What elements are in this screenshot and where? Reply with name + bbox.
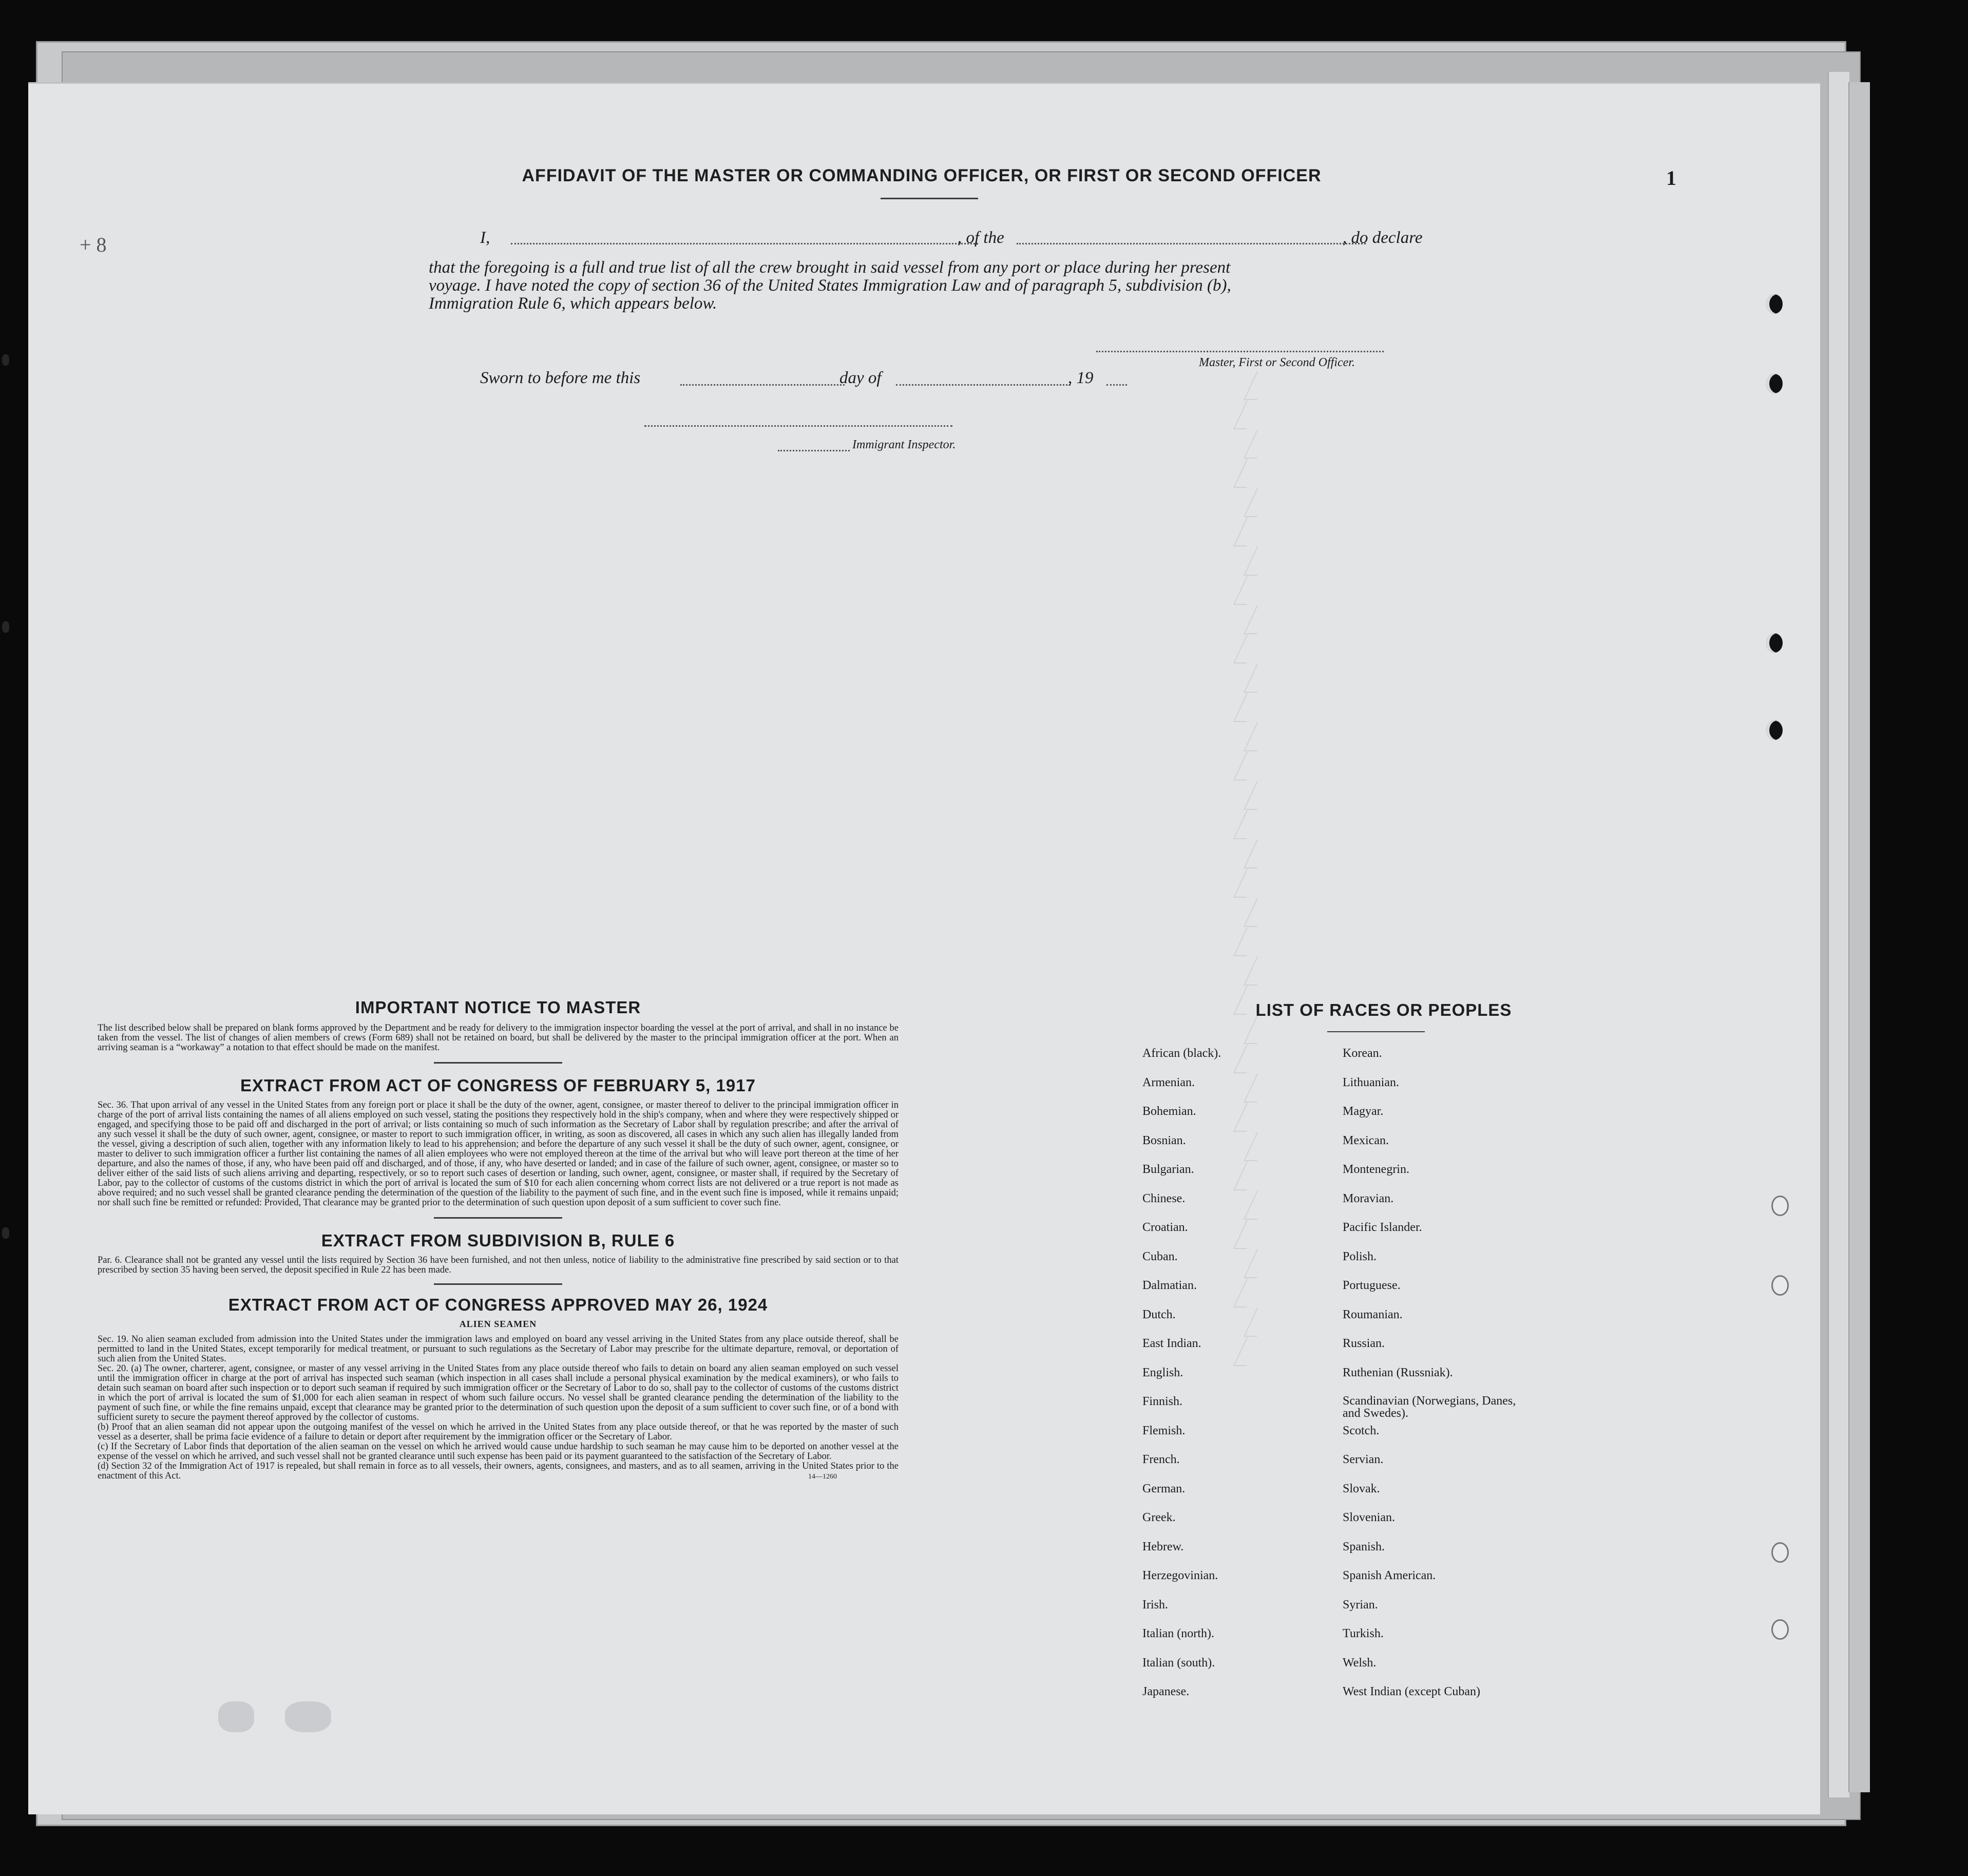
- page-edge-2: [1848, 82, 1870, 1792]
- race-item: Greek.: [1142, 1511, 1176, 1524]
- rule6-rule: [434, 1283, 562, 1285]
- pencil-tick: [1244, 664, 1270, 693]
- race-item: Chinese.: [1142, 1191, 1186, 1205]
- vessel-blank[interactable]: [1017, 243, 1366, 244]
- race-item: Montenegrin.: [1343, 1163, 1409, 1176]
- pencil-tick: [1233, 1103, 1260, 1132]
- race-item: West Indian (except Cuban): [1343, 1685, 1480, 1698]
- pencil-tick: [1233, 635, 1260, 664]
- pencil-tick: [1233, 576, 1260, 605]
- race-item: Flemish.: [1142, 1424, 1186, 1437]
- affidavit-line-2: that the foregoing is a full and true list of all the crew brought in said vessel from any port or place during her present: [429, 258, 1231, 277]
- pencil-tick: [1244, 547, 1270, 576]
- ring-hole: [1771, 1542, 1789, 1563]
- inspector-label: Immigrant Inspector.: [852, 438, 956, 451]
- race-item: Cuban.: [1142, 1249, 1178, 1263]
- form-number: 14—1260: [808, 1473, 837, 1481]
- pencil-tick: [1244, 957, 1270, 986]
- race-item: Bulgarian.: [1142, 1163, 1194, 1176]
- master-signature-label: Master, First or Second Officer.: [1199, 356, 1355, 369]
- race-item: Scotch.: [1343, 1424, 1380, 1437]
- races-title: LIST OF RACES OR PEOPLES: [1255, 1000, 1512, 1019]
- race-item: Spanish.: [1343, 1540, 1385, 1553]
- race-item: Russian.: [1343, 1337, 1385, 1350]
- pencil-tick: [1233, 1337, 1260, 1366]
- affidavit-i-label: I,: [480, 229, 490, 247]
- race-item: Scandinavian (Norwegians, Danes, and Swedes).: [1343, 1394, 1516, 1420]
- race-item: Spanish American.: [1343, 1569, 1436, 1582]
- pencil-tick: [1233, 810, 1260, 839]
- race-item: Dalmatian.: [1142, 1279, 1197, 1292]
- binder-dot: [2, 354, 9, 366]
- race-item: Welsh.: [1343, 1656, 1377, 1670]
- race-item: Dutch.: [1142, 1307, 1176, 1321]
- sworn-day-blank[interactable]: [680, 384, 845, 386]
- pencil-tick: [1244, 781, 1270, 810]
- punch-hole: [1766, 294, 1783, 314]
- page-edge: [1828, 72, 1849, 1797]
- pencil-tick: [1244, 605, 1270, 634]
- pencil-tick: [1244, 371, 1270, 400]
- inspector-prefix-line: [778, 450, 850, 451]
- race-item: Ruthenian (Russniak).: [1343, 1366, 1453, 1379]
- race-item: Servian.: [1343, 1453, 1384, 1466]
- race-item: Lithuanian.: [1343, 1075, 1399, 1089]
- race-item: Pacific Islander.: [1343, 1221, 1422, 1234]
- pencil-tick: [1244, 1132, 1270, 1161]
- affidavit-of-the: , of the: [958, 229, 1004, 247]
- extract-1917-text: Sec. 36. That upon arrival of any vessel in the United States from any foreign port or place it shall be the duty of the owner, agent, consignee, or master thereof to deliver to the principal immigration officer in charge of the port of arrival lists containing the names of all aliens employed on such vessel, stating the positions they respectively hold in the ship's company, when and where they were respectively shipped or engaged, and specifying those to be paid off and discharged in the port of arrival; or lists containing so much of such information as the Secretary of Labor shall by regulation prescribe; and after the arrival of any such vessel it shall be the duty of such owner, agent, consignee, or master to report to such immigration officer, in writing, as soon as discovered, all cases in which any such alien has illegally landed from the vessel, giving a description of such alien, together with any information likely to lead to his apprehension; and before the departure of any such vessel it shall be the duty of such owner, agent, consignee, or master to deliver to such immigration officer a further list containing the names of all alien employees who were not employed thereon at the time of the arrival but who will leave port thereon at the time of her departure, and also the names of those, if any, who have been paid off and discharged, and of those, if any, who have deserted or landed; and in case of the failure of such owner, agent, consignee, or master so to deliver either of the said lists of such aliens arriving and departing, respectively, or so to report such cases of desertion or landing, such owner, agent, consignee, or master shall, if required by the Secretary of Labor, pay to the collector of customs of the customs district in which the port of arrival is located the sum of $10 for each alien concerning whom correct lists are not delivered or a true report is not made as above required; and no such vessel shall be granted clearance pending the determination of the question of the liability to the payment of such fine, and in the event such fine is imposed, while it remains unpaid; nor shall such fine be remitted or refunded: Provided, That clearance may be granted prior to the determination of such question upon deposit of a sum sufficient to cover such fine.: [98, 1100, 899, 1208]
- race-item: Mexican.: [1343, 1133, 1389, 1147]
- sec20c-text: (c) If the Secretary of Labor finds that deportation of the alien seaman on the vessel on which he arrived would cause undue hardship to such seaman he may cause him to be deported on another vessel at the expense of the vessel on which he arrived, and such vessel shall not be granted clearance until such expense has been paid or its payment guaranteed to the satisfaction of the Secretary of Labor.: [98, 1442, 899, 1462]
- pencil-tick: [1233, 1279, 1260, 1307]
- affidavit-line-4: Immigration Rule 6, which appears below.: [429, 294, 717, 313]
- rule6-text: Par. 6. Clearance shall not be granted any vessel until the lists required by Section 36 have been furnished, and not then unless, notice of liability to the administrative fine prescribed by said section or to that prescribed by section 35 having been served, the deposit specified in Rule 22 has been made.: [98, 1255, 899, 1275]
- race-item: German.: [1142, 1482, 1186, 1495]
- race-item: Italian (south).: [1142, 1656, 1215, 1670]
- extract-1917-rule: [434, 1217, 562, 1219]
- pencil-tick: [1244, 1074, 1270, 1103]
- affidavit-do-declare: , do declare: [1343, 229, 1423, 247]
- alien-seamen-subtitle: ALIEN SEAMEN: [459, 1319, 537, 1329]
- punch-hole: [1766, 721, 1783, 740]
- pencil-tick: [1233, 927, 1260, 956]
- race-item: Moravian.: [1343, 1191, 1394, 1205]
- extract-1917-title: EXTRACT FROM ACT OF CONGRESS OF FEBRUARY 5, 1917: [240, 1076, 756, 1095]
- pencil-tick: [1244, 840, 1270, 868]
- day-of-label: day of: [839, 369, 882, 387]
- sec20a-text: Sec. 20. (a) The owner, charterer, agent, consignee, or master of any vessel arriving in the United States from any place outside thereof who fails to detain on board any alien seaman employed on such vessel until the immigration officer in charge at the port of arrival has inspected such seaman (which inspection in all cases shall include a personal physical examination by the medical examiners), or who fails to detain such seaman on board after such inspection or to deport such seaman if required by such immigration officer or the Secretary of Labor to do so, shall pay to the collector of customs of the customs district in which the port of arrival is located the sum of $1,000 for each alien seaman in respect of whom such failure occurs. No vessel shall be granted clearance pending the determination of the liability to the payment of such fine, or while the fine remains unpaid, except that clearance may be granted prior to the determination of such question upon the deposit of a sum sufficient to cover such fine, or of a bond with sufficient surety to secure the payment thereof approved by the collector of customs.: [98, 1363, 899, 1423]
- rule6-title: EXTRACT FROM SUBDIVISION B, RULE 6: [321, 1231, 675, 1250]
- ring-hole: [1771, 1275, 1789, 1296]
- race-item: Korean.: [1343, 1047, 1382, 1060]
- pencil-tick: [1233, 869, 1260, 898]
- pencil-tick: [1244, 488, 1270, 517]
- pencil-tick: [1244, 1191, 1270, 1220]
- race-item: African (black).: [1142, 1047, 1221, 1060]
- punch-hole: [1766, 633, 1783, 653]
- race-item: Hebrew.: [1142, 1540, 1184, 1553]
- race-item: Polish.: [1343, 1249, 1377, 1263]
- margin-mark: + 8: [80, 233, 107, 256]
- affidavit-title: AFFIDAVIT OF THE MASTER OR COMMANDING OFFICER, OR FIRST OR SECOND OFFICER: [522, 166, 1322, 185]
- pencil-tick: [1244, 898, 1270, 927]
- punch-hole: [1766, 374, 1783, 393]
- title-rule: [881, 198, 978, 199]
- race-item: East Indian.: [1142, 1337, 1201, 1350]
- binder-dot: [2, 621, 9, 633]
- name-blank[interactable]: [511, 243, 978, 244]
- document-page: [28, 82, 1820, 1814]
- race-item: Syrian.: [1343, 1598, 1378, 1612]
- race-item: Slovak.: [1343, 1482, 1380, 1495]
- pencil-tick: [1233, 1162, 1260, 1190]
- ring-hole: [1771, 1196, 1789, 1216]
- race-item: French.: [1142, 1453, 1180, 1466]
- race-item: Irish.: [1142, 1598, 1168, 1612]
- race-item: Armenian.: [1142, 1075, 1195, 1089]
- extract-1924-title: EXTRACT FROM ACT OF CONGRESS APPROVED MAY 26, 1924: [228, 1295, 768, 1314]
- race-item: Bohemian.: [1142, 1105, 1196, 1118]
- sworn-month-blank[interactable]: [896, 384, 1071, 386]
- sec20d-text: (d) Section 32 of the Immigration Act of 1917 is repealed, but shall remain in force as to all vessels, their owners, agents, consignees, and masters, and as to all seamen, arriving in the United States prior to the enactment of this Act.: [98, 1461, 899, 1481]
- year-blank[interactable]: [1106, 384, 1127, 386]
- pencil-tick: [1244, 1249, 1270, 1278]
- race-item: Portuguese.: [1343, 1279, 1401, 1292]
- pencil-tick: [1233, 459, 1260, 488]
- race-item: Herzegovinian.: [1142, 1569, 1218, 1582]
- pencil-tick: [1233, 693, 1260, 722]
- race-item: Japanese.: [1142, 1685, 1190, 1698]
- master-signature-line[interactable]: [1096, 351, 1384, 352]
- notice-rule: [434, 1062, 562, 1064]
- races-rule: [1327, 1031, 1425, 1032]
- pencil-tick: [1233, 401, 1260, 429]
- race-item: Turkish.: [1343, 1627, 1384, 1640]
- faint-stamp: [218, 1701, 254, 1732]
- notice-text: The list described below shall be prepared on blank forms approved by the Department and be ready for delivery to the immigration inspector boarding the vessel at the port of arrival, and shall in no instance be taken from the vessel. The list of changes of alien members of crews (Form 689) shall not be retained on board, but shall be delivered by the master to the principal immigration officer at the port. When an arriving seaman is a “workaway” a notation to that effect should be made on the manifest.: [98, 1023, 899, 1053]
- race-item: Italian (north).: [1142, 1627, 1214, 1640]
- pencil-tick: [1244, 430, 1270, 459]
- inspector-signature-line[interactable]: [644, 425, 952, 427]
- faint-stamp: [285, 1701, 331, 1732]
- sec19-text: Sec. 19. No alien seaman excluded from admission into the United States under the immigration laws and employed on board any vessel arriving in the United States from any place outside thereof, shall be permitted to land in the United States, except temporarily for medical treatment, or pursuant to such regulations as the Secretary of Labor may prescribe for the ultimate departure, removal, or deportation of such alien from the United States.: [98, 1334, 899, 1364]
- race-item: Croatian.: [1142, 1221, 1188, 1234]
- race-item: Slovenian.: [1343, 1511, 1395, 1524]
- pencil-tick: [1244, 1308, 1270, 1337]
- pencil-tick: [1244, 723, 1270, 751]
- binder-dot: [2, 1227, 9, 1239]
- race-item: Finnish.: [1142, 1395, 1183, 1408]
- notice-section: [98, 998, 899, 1481]
- year-label: , 19: [1068, 369, 1094, 387]
- affidavit-line-3: voyage. I have noted the copy of section 36 of the United States Immigration Law and of paragraph 5, subdivision (b),: [429, 276, 1231, 295]
- pencil-tick: [1233, 1045, 1260, 1073]
- notice-title: IMPORTANT NOTICE TO MASTER: [355, 998, 641, 1017]
- pencil-tick: [1233, 752, 1260, 781]
- sworn-label: Sworn to before me this: [480, 369, 641, 387]
- ring-hole: [1771, 1619, 1789, 1640]
- sec20b-text: (b) Proof that an alien seaman did not appear upon the outgoing manifest of the vessel on which he arrived in the United States from any place outside thereof, or that he was reported by the master of such vessel as a deserter, shall be prima facie evidence of a failure to detain or deport after requirement by the immigration officer or the Secretary of Labor.: [98, 1422, 899, 1442]
- race-item: Roumanian.: [1343, 1307, 1403, 1321]
- race-item: English.: [1142, 1366, 1183, 1379]
- page-marker: 1: [1666, 166, 1676, 190]
- pencil-tick: [1233, 518, 1260, 546]
- race-item: Magyar.: [1343, 1105, 1384, 1118]
- race-item: Bosnian.: [1142, 1133, 1186, 1147]
- pencil-tick: [1233, 1220, 1260, 1249]
